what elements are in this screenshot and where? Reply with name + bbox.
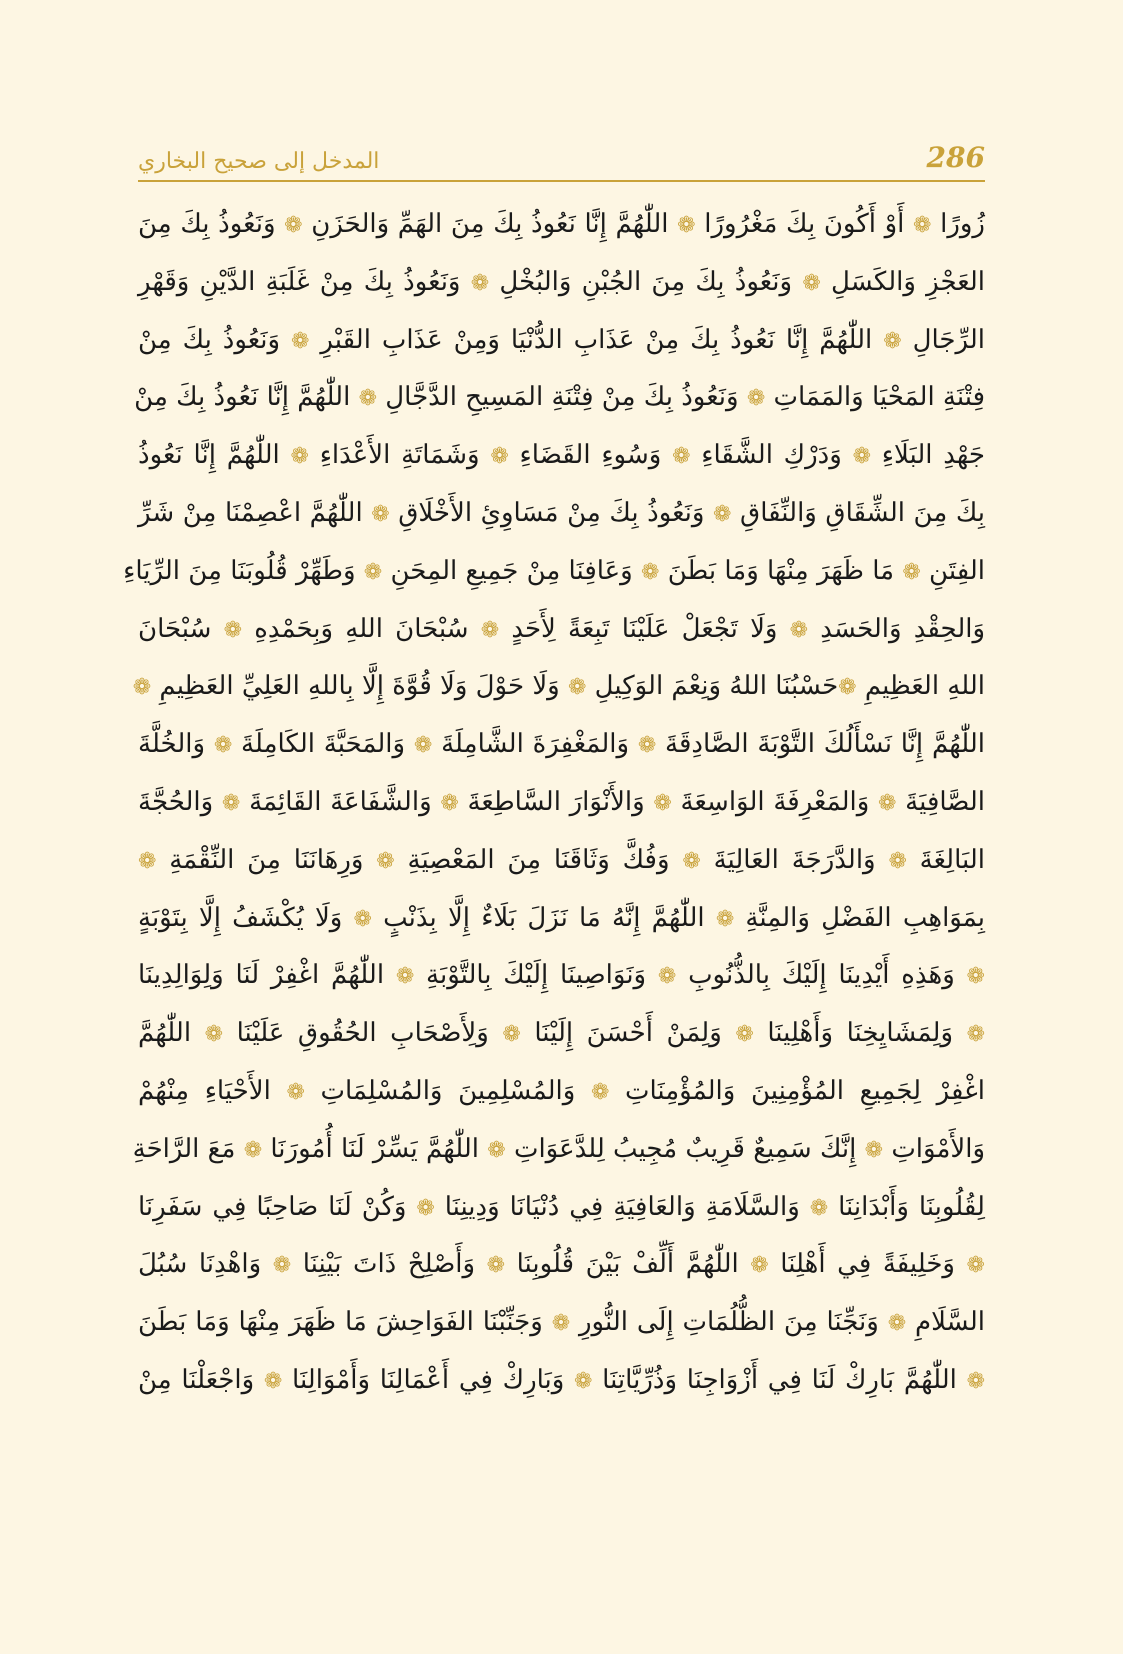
flower-separator-icon: ❁ xyxy=(567,675,587,701)
flower-separator-icon: ❁ xyxy=(883,328,902,354)
flower-separator-icon: ❁ xyxy=(913,213,932,238)
flower-separator-icon: ❁ xyxy=(395,964,415,990)
flower-separator-icon: ❁ xyxy=(735,1022,754,1048)
flower-separator-icon: ❁ xyxy=(746,386,766,412)
flower-separator-icon: ❁ xyxy=(376,848,395,874)
flower-separator-icon: ❁ xyxy=(440,790,459,816)
flower-separator-icon: ❁ xyxy=(750,1253,769,1279)
text-line: الفِتَنِ ❁ مَا ظَهَرَ مِنْهَا وَمَا بَطَنَ ❁ وَعَافِنَا مِنْ جَمِيعِ المِحَنِ ❁ وَطَهِّرْ قُلُوبَنَا مِنَ الرِّيَاءِ xyxy=(123,555,985,586)
flower-separator-icon: ❁ xyxy=(864,1137,884,1163)
flower-separator-icon: ❁ xyxy=(574,1368,593,1394)
flower-separator-icon: ❁ xyxy=(223,617,243,643)
flower-separator-icon: ❁ xyxy=(204,1022,224,1048)
flower-separator-icon: ❁ xyxy=(878,790,897,816)
flower-separator-icon: ❁ xyxy=(132,675,152,701)
text-line: ❁ وَخَلِيفَةً فِي أَهْلِنَا ❁ اللّٰهُمَّ أَلِّفْ بَيْنَ قُلُوبِنَا ❁ وَأَصْلِحْ ذَاتَ بَيْنِنَا ❁ وَاهْدِنَا سُبُلَ xyxy=(138,1249,985,1280)
header-title: المدخل إلى صحيح البخاري xyxy=(138,149,380,174)
flower-separator-icon: ❁ xyxy=(221,790,241,816)
flower-separator-icon: ❁ xyxy=(502,1022,521,1048)
flower-separator-icon: ❁ xyxy=(487,1137,506,1163)
flower-separator-icon: ❁ xyxy=(715,906,735,932)
text-line: السَّلَامِ ❁ وَنَجِّنَا مِنَ الظُّلُمَاتِ إِلَى النُّورِ ❁ وَجَنِّبْنَا الفَوَاحِشَ مَا ظَهَرَ مِنْهَا وَمَا بَطَنَ xyxy=(138,1307,985,1338)
flower-separator-icon: ❁ xyxy=(657,964,677,990)
text-line: البَالِغَةَ ❁ وَالدَّرَجَةَ العَالِيَةَ ❁ وَفُكَّ وَثَاقَنَا مِنَ المَعْصِيَةِ ❁ وَرِهَانَنَا مِنَ النِّقْمَةِ ❁ xyxy=(138,844,986,875)
flower-separator-icon: ❁ xyxy=(480,617,500,643)
text-line: العَجْزِ وَالكَسَلِ ❁ وَنَعُوذُ بِكَ مِنَ الجُبْنِ وَالبُخْلِ ❁ وَنَعُوذُ بِكَ مِنْ غَلَبَةِ الدَّيْنِ وَقَهْرِ xyxy=(138,266,986,297)
flower-separator-icon: ❁ xyxy=(653,790,672,816)
text-line: بِكَ مِنَ الشِّقَاقِ وَالنِّفَاقِ ❁ وَنَعُوذُ بِكَ مِنْ مَسَاوِئِ الأَخْلَاقِ ❁ اللّٰهُمَّ اعْصِمْنَا مِنْ شَرِّ xyxy=(138,497,985,528)
flower-separator-icon: ❁ xyxy=(138,848,157,874)
flower-separator-icon: ❁ xyxy=(637,733,657,759)
flower-separator-icon: ❁ xyxy=(641,559,660,585)
text-line: ❁ اللّٰهُمَّ بَارِكْ لَنَا فِي أَزْوَاجِنَا وَذُرِّيَّاتِنَا ❁ وَبَارِكْ فِي أَعْمَالِنَا وَأَمْوَالِنَا ❁ وَاجْعَلْنَا مِنْ xyxy=(138,1364,985,1395)
flower-separator-icon: ❁ xyxy=(887,1311,907,1337)
text-line: اللهِ العَظِيمِ ❁حَسْبُنَا اللهُ وَنِعْمَ الوَكِيلِ ❁ وَلَا حَوْلَ وَلَا قُوَّةَ إِلَّا بِاللهِ العَلِيِّ العَظِيمِ ❁ xyxy=(132,671,985,702)
flower-separator-icon: ❁ xyxy=(966,1022,986,1048)
flower-separator-icon: ❁ xyxy=(263,1368,283,1394)
flower-separator-icon: ❁ xyxy=(551,1311,571,1337)
flower-separator-icon: ❁ xyxy=(802,270,821,296)
text-line: لِقُلُوبِنَا وَأَبْدَانِنَا ❁ وَالسَّلَامَةِ وَالعَافِيَةِ فِي دُنْيَانَا وَدِينِنَا ❁ وَكُنْ لَنَا صَاحِبًا فِي سَفَرِنَا xyxy=(138,1191,985,1222)
text-line: اغْفِرْ لِجَمِيعِ المُؤْمِنِينَ وَالمُؤْمِنَاتِ ❁ وَالمُسْلِمِينَ وَالمُسْلِمَاتِ ❁ الأَحْيَاءِ مِنْهُمْ xyxy=(138,1075,985,1106)
text-line: فِتْنَةِ المَحْيَا وَالمَمَاتِ ❁ وَنَعُوذُ بِكَ مِنْ فِتْنَةِ المَسِيحِ الدَّجَّالِ ❁ اللّٰهُمَّ إِنَّا نَعُوذُ بِكَ مِنْ xyxy=(134,382,985,413)
text-line: اللّٰهُمَّ إِنَّا نَسْأَلُكَ التَّوْبَةَ الصَّادِقَةَ ❁ وَالمَغْفِرَةَ الشَّامِلَةَ ❁ وَالمَحَبَّةَ الكَامِلَةَ ❁ وَالخُلَّةَ xyxy=(138,729,985,760)
flower-separator-icon: ❁ xyxy=(677,213,696,238)
running-header xyxy=(138,134,985,174)
text-line: وَالحِقْدِ وَالحَسَدِ ❁ وَلَا تَجْعَلْ عَلَيْنَا تَبِعَةً لِأَحَدٍ ❁ سُبْحَانَ اللهِ وَبِحَمْدِهِ ❁ سُبْحَانَ xyxy=(138,613,986,644)
flower-separator-icon: ❁ xyxy=(291,328,310,354)
header-rule xyxy=(138,180,985,182)
flower-separator-icon: ❁ xyxy=(838,675,857,701)
flower-separator-icon: ❁ xyxy=(416,1195,435,1221)
flower-separator-icon: ❁ xyxy=(490,444,509,470)
flower-separator-icon: ❁ xyxy=(284,213,303,238)
page-number: 286 xyxy=(926,141,985,174)
flower-separator-icon: ❁ xyxy=(966,1368,985,1394)
flower-separator-icon: ❁ xyxy=(358,386,377,412)
flower-separator-icon: ❁ xyxy=(243,1137,263,1163)
flower-separator-icon: ❁ xyxy=(286,1079,305,1105)
flower-separator-icon: ❁ xyxy=(789,617,809,643)
text-line: جَهْدِ البَلَاءِ ❁ وَدَرْكِ الشَّقَاءِ ❁ وَسُوءِ القَضَاءِ ❁ وَشَمَاتَةِ الأَعْدَاءِ ❁ اللّٰهُمَّ إِنَّا نَعُوذُ xyxy=(138,440,985,471)
text-line: ❁ وَلِمَشَايِخِنَا وَأَهْلِينَا ❁ وَلِمَنْ أَحْسَنَ إِلَيْنَا ❁ وَلِأَصْحَابِ الحُقُوقِ عَلَيْنَا ❁ اللّٰهُمَّ xyxy=(138,1018,986,1049)
flower-separator-icon: ❁ xyxy=(852,444,871,470)
flower-separator-icon: ❁ xyxy=(470,270,490,296)
text-line: ❁ وَهَذِهِ أَيْدِينَا إِلَيْكَ بِالذُّنُوبِ ❁ وَنَوَاصِينَا إِلَيْكَ بِالتَّوْبَةِ ❁ اللّٰهُمَّ اغْفِرْ لَنَا وَلِوَالِدِينَا xyxy=(138,960,985,991)
flower-separator-icon: ❁ xyxy=(272,1253,292,1279)
flower-separator-icon: ❁ xyxy=(486,1253,506,1279)
flower-separator-icon: ❁ xyxy=(966,964,985,990)
text-line: الصَّافِيَةَ ❁ وَالمَعْرِفَةَ الوَاسِعَةَ ❁ وَالأَنْوَارَ السَّاطِعَةَ ❁ وَالشَّفَاعَةَ القَائِمَةَ ❁ وَالحُجَّةَ xyxy=(138,786,986,817)
body-text xyxy=(123,196,986,1526)
flower-separator-icon: ❁ xyxy=(888,848,907,874)
flower-separator-icon: ❁ xyxy=(413,733,433,759)
flower-separator-icon: ❁ xyxy=(213,733,233,759)
flower-separator-icon: ❁ xyxy=(902,559,921,585)
flower-separator-icon: ❁ xyxy=(590,1079,610,1105)
text-line: بِمَوَاهِبِ الفَضْلِ وَالمِنَّةِ ❁ اللّٰهُمَّ إِنَّهُ مَا نَزَلَ بَلَاءٌ إِلَّا بِذَنْبٍ ❁ وَلَا يُكْشَفُ إِلَّا بِتَوْبَةٍ xyxy=(138,902,985,933)
flower-separator-icon: ❁ xyxy=(713,501,732,527)
text-line: الرِّجَالِ ❁ اللّٰهُمَّ إِنَّا نَعُوذُ بِكَ مِنْ عَذَابِ الدُّنْيَا وَمِنْ عَذَابِ القَبْرِ ❁ وَنَعُوذُ بِكَ مِنْ xyxy=(138,324,985,355)
flower-separator-icon: ❁ xyxy=(682,848,701,874)
flower-separator-icon: ❁ xyxy=(363,559,383,585)
flower-separator-icon: ❁ xyxy=(290,444,309,470)
flower-separator-icon: ❁ xyxy=(809,1195,829,1221)
flower-separator-icon: ❁ xyxy=(672,444,691,470)
flower-separator-icon: ❁ xyxy=(371,501,390,527)
text-line: وَالأَمْوَاتِ ❁ إِنَّكَ سَمِيعٌ قَرِيبٌ مُجِيبُ لِلدَّعَوَاتِ ❁ اللّٰهُمَّ يَسِّرْ لَنَا أُمُورَنَا ❁ مَعَ الرَّاحَةِ xyxy=(132,1133,985,1164)
text-line: زُورًا ❁ أَوْ أَكُونَ بِكَ مَغْرُورًا ❁ اللّٰهُمَّ إِنَّا نَعُوذُ بِكَ مِنَ الهَمِّ وَالحَزَنِ ❁ وَنَعُوذُ بِكَ مِنَ xyxy=(138,209,985,239)
flower-separator-icon: ❁ xyxy=(353,906,372,932)
flower-separator-icon: ❁ xyxy=(966,1253,985,1279)
